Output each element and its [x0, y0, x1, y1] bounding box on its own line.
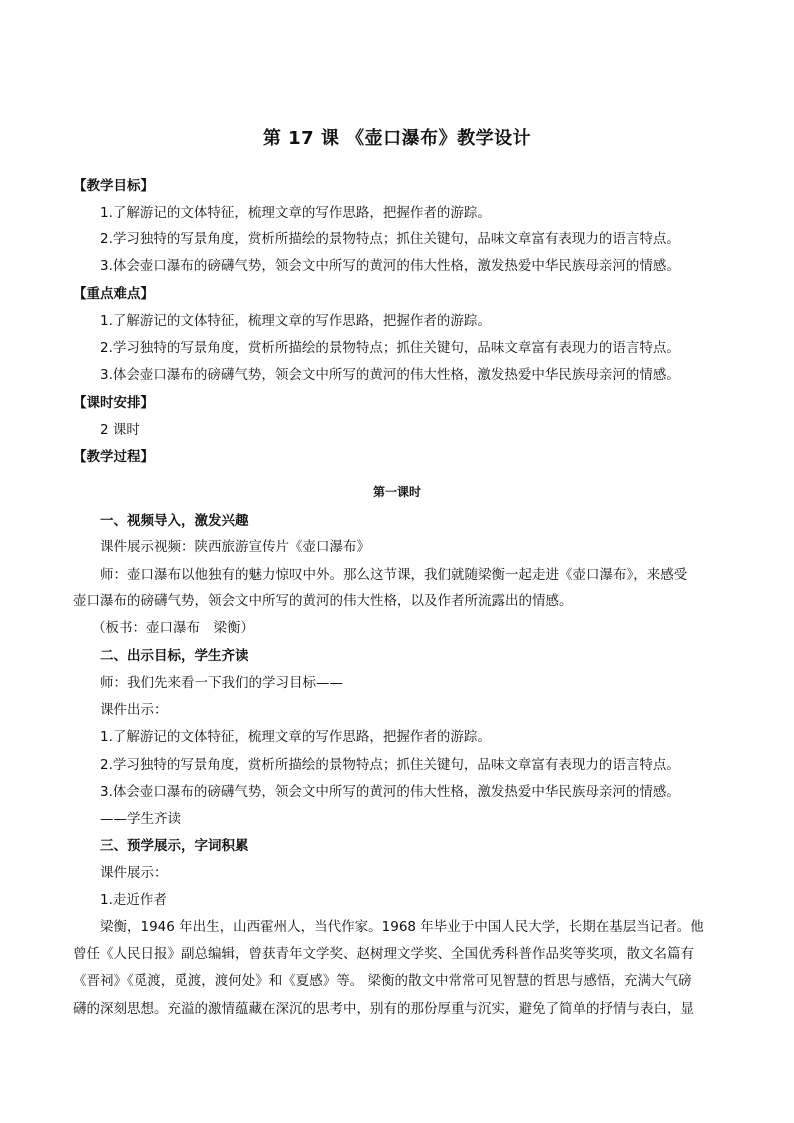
paragraph: 师：壶口瀑布以他独有的魅力惊叹中外。那么这节课，我们就随梁衡一起走进《壶口瀑布》，来感受 [100, 567, 688, 583]
paragraph: 课件展示： [100, 865, 168, 881]
keypoints-heading: 【重点难点】 [73, 286, 154, 302]
paragraph: 壶口瀑布的磅礴气势，领会文中所写的黄河的伟大性格，以及作者所流露出的情感。 [73, 593, 573, 609]
section-title: 三、预学展示，字词积累 [100, 838, 249, 854]
goal-item: 1.了解游记的文体特征，梳理文章的写作思路，把握作者的游踪。 [100, 729, 491, 745]
keypoint-item: 2.学习独特的写景角度，赏析所描绘的景物特点；抓住关键句，品味文章富有表现力的语言特点。 [100, 340, 680, 356]
section-title: 一、视频导入，激发兴趣 [100, 513, 249, 529]
section-title: 二、出示目标，学生齐读 [100, 648, 249, 664]
lesson-title: 第一课时 [372, 485, 421, 499]
goal-item: 2.学习独特的写景角度，赏析所描绘的景物特点；抓住关键句，品味文章富有表现力的语言特点。 [100, 231, 680, 247]
keypoint-item: 1.了解游记的文体特征，梳理文章的写作思路，把握作者的游踪。 [100, 313, 491, 329]
goal-item: 1.了解游记的文体特征，梳理文章的写作思路，把握作者的游踪。 [100, 205, 491, 221]
paragraph: 课件出示： [100, 702, 168, 718]
paragraph: ——学生齐读 [100, 811, 181, 827]
bio-line: 《晋祠》《觅渡，觅渡，渡何处》和《夏感》等。 梁衡的散文中常常可见智慧的哲思与感悟，充满大气磅 [73, 973, 692, 989]
paragraph: 师：我们先来看一下我们的学习目标—— [100, 675, 343, 691]
bio-line: 礴的深刻思想。充溢的激情蕴藏在深沉的思考中，别有的那份厚重与沉实，避免了简单的抒情与表白，显 [73, 1001, 694, 1017]
goals-heading: 【教学目标】 [73, 178, 154, 194]
subsection-title: 1.走近作者 [100, 892, 167, 908]
document-title: 第 17 课 《壶口瀑布》教学设计 [262, 128, 532, 149]
schedule-value: 2 课时 [100, 422, 140, 438]
goal-item: 3.体会壶口瀑布的磅礴气势，领会文中所写的黄河的伟大性格，激发热爱中华民族母亲河的情感。 [100, 784, 680, 800]
keypoint-item: 3.体会壶口瀑布的磅礴气势，领会文中所写的黄河的伟大性格，激发热爱中华民族母亲河的情感。 [100, 367, 680, 383]
board-note: （板书：壶口瀑布 梁衡） [92, 620, 254, 636]
goal-item: 3.体会壶口瀑布的磅礴气势，领会文中所写的黄河的伟大性格，激发热爱中华民族母亲河的情感。 [100, 258, 680, 274]
paragraph: 课件展示视频：陕西旅游宣传片《壶口瀑布》 [100, 539, 370, 555]
bio-line: 梁衡，1946 年出生，山西霍州人，当代作家。1968 年毕业于中国人民大学，长期在基层当记者。他 [100, 919, 704, 935]
goal-item: 2.学习独特的写景角度，赏析所描绘的景物特点；抓住关键句，品味文章富有表现力的语言特点。 [100, 757, 680, 773]
process-heading: 【教学过程】 [73, 449, 154, 465]
schedule-heading: 【课时安排】 [73, 395, 154, 411]
bio-line: 曾任《人民日报》副总编辑，曾获青年文学奖、赵树理文学奖、全国优秀科普作品奖等奖项，散文名篇有 [73, 946, 694, 962]
